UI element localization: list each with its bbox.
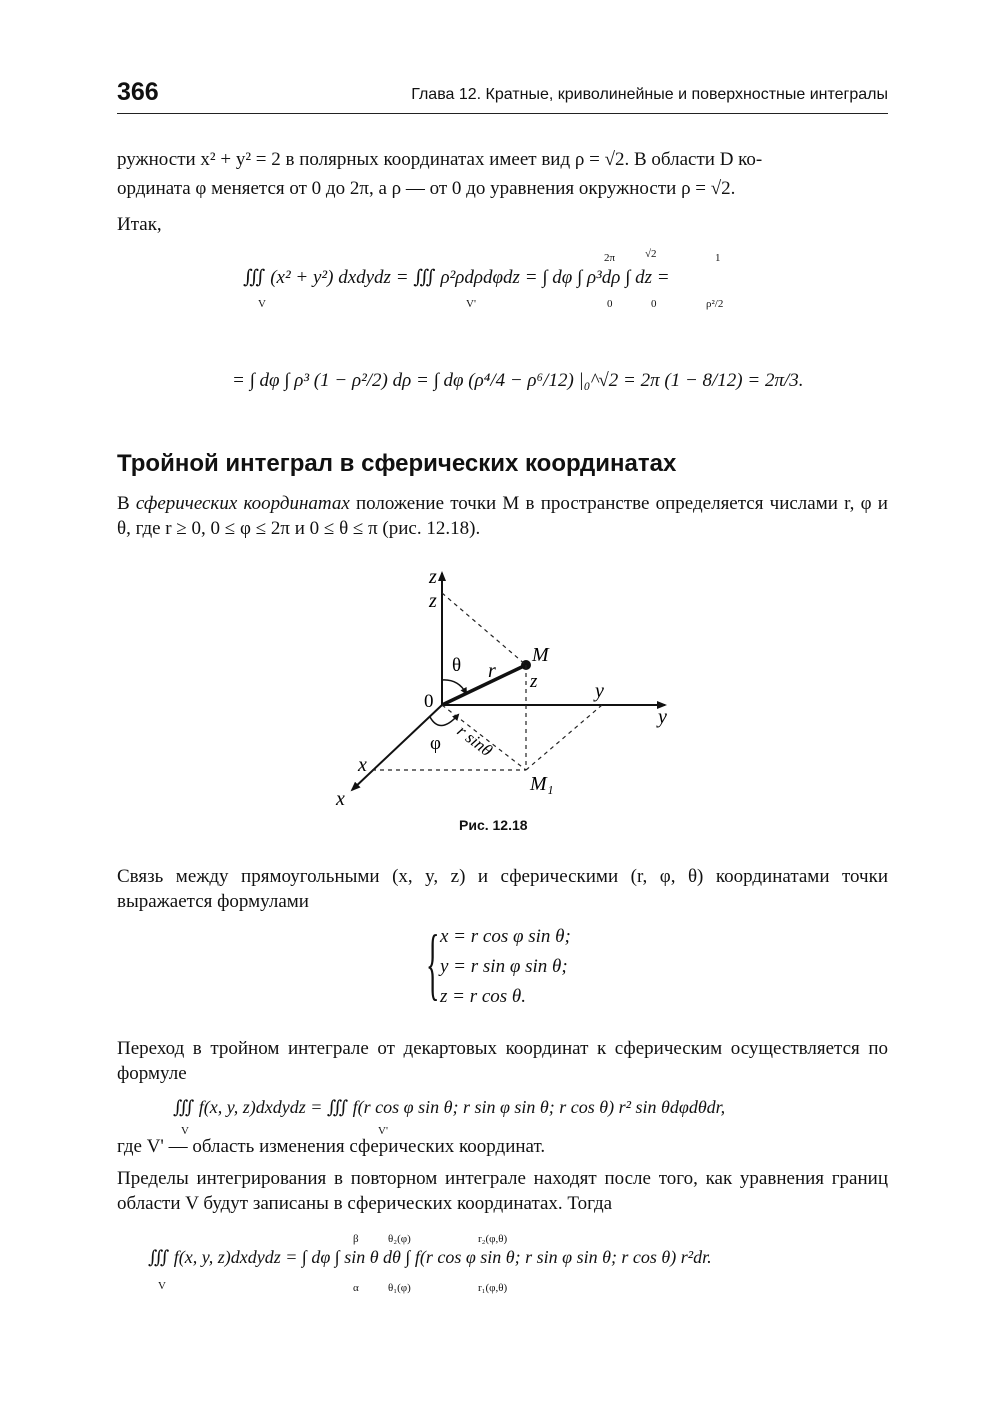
dash-y-to-m1 (526, 705, 602, 770)
label-r-sin-theta: r sinθ (453, 721, 497, 761)
label-r: r (488, 660, 496, 682)
eq1-lim-lower-rho2: ρ²/2 (706, 298, 724, 310)
section-paragraph (117, 491, 888, 541)
label-z-near-m: z (530, 671, 538, 692)
para1-em: сферических координатах (135, 493, 350, 514)
relation-paragraph: Связь между прямоугольными (x, y, z) и сферическими (r, φ, θ) координатами точки выражается формулами (117, 866, 888, 912)
figure-caption: Рис. 12.18 (459, 817, 528, 833)
limits-formula: ∭ f(x, y, z)dxdydz = ∫ dφ ∫ sin θ dθ ∫ f(r cos φ sin θ; r sin φ sin θ; r cos θ) r²dr. (148, 1247, 712, 1267)
limits-theta1: θ₁(φ) (388, 1282, 411, 1294)
equation-2: = ∫ dφ ∫ ρ³ (1 − ρ²/2) dρ = ∫ dφ (ρ⁴/4 − ρ⁶/12) |₀^√2 = 2π (1 − 8/12) = 2π/3. (232, 370, 804, 391)
limits-paragraph: Пределы интегрирования в повторном интеграле находят после того, как уравнения границ области V будут записаны в сферических координатах. Тогда (117, 1168, 888, 1214)
label-x-tick: x (358, 754, 367, 776)
limits-beta: β (353, 1233, 359, 1245)
label-origin: 0 (424, 691, 434, 712)
eq1-lim-upper-1: 1 (715, 252, 721, 264)
equation-1: ∭ (x² + y²) dxdydz = ∭ ρ²ρdρdφdz = ∫ dφ ∫ ρ³dρ ∫ dz = (243, 267, 670, 288)
limits-theta2: θ₂(φ) (388, 1233, 411, 1245)
eq1-region-v: V (258, 298, 266, 310)
eq1-lim-lower-0b: 0 (651, 298, 657, 310)
transition-region-v: V (181, 1125, 189, 1137)
label-x-axis: x (336, 788, 345, 810)
label-theta: θ (452, 655, 462, 676)
limits-alpha: α (353, 1282, 359, 1294)
theta-arc (442, 680, 466, 693)
system-brace: { (426, 920, 440, 1008)
limits-region-v: V (158, 1280, 166, 1292)
para1-post: положение точки M в пространстве определяется числами r, φ и θ, где r ≥ 0, 0 ≤ φ ≤ 2π и 0 ≤ θ ≤ π (рис. 12.18). (117, 493, 888, 539)
eq-x: x = r cos φ sin θ; (440, 926, 571, 947)
limits-r2: r₂(φ,θ) (478, 1233, 508, 1245)
label-y-tick: y (595, 680, 604, 702)
running-head: Глава 12. Кратные, криволинейные и поверхностные интегралы (411, 86, 888, 103)
label-m1: M₁ (530, 773, 554, 795)
eq1-lim-upper-sqrt2: √2 (645, 248, 657, 260)
eq-z: z = r cos θ. (440, 986, 527, 1007)
limits-r1: r₁(φ,θ) (478, 1282, 508, 1294)
figure-spherical-coordinates (330, 565, 730, 815)
label-phi: φ (430, 733, 441, 754)
header-rule (117, 113, 888, 114)
label-y-axis: y (658, 706, 667, 728)
section-title: Тройной интеграл в сферических координатах (117, 450, 677, 477)
transition-region-vprime: V' (378, 1125, 388, 1137)
phi-arc (430, 715, 458, 726)
eq-y: y = r sin φ sin θ; (440, 956, 568, 977)
transition-paragraph: Переход в тройном интеграле от декартовых координат к сферическим осуществляется по формуле (117, 1038, 888, 1084)
label-m: M (532, 644, 549, 666)
x-axis (352, 705, 442, 790)
intro-line-1: ружности x² + y² = 2 в полярных координатах имеет вид ρ = √2. В области D ко- (117, 149, 763, 170)
itak-label: Итак, (117, 214, 162, 235)
eq1-lim-upper-2pi: 2π (604, 252, 616, 264)
eq1-lim-lower-0a: 0 (607, 298, 613, 310)
label-z-tick: z (429, 590, 437, 612)
transition-formula: ∭ f(x, y, z)dxdydz = ∭ f(r cos φ sin θ; r sin φ sin θ; r cos θ) r² sin θdφdθdr, (173, 1097, 726, 1117)
page-number: 366 (117, 78, 159, 106)
eq1-region-vprime: V' (466, 298, 476, 310)
where-line: где V' — область изменения сферических координат. (117, 1136, 546, 1157)
label-z-axis: z (429, 566, 437, 588)
intro-line-2: ордината φ меняется от 0 до 2π, а ρ — от 0 до уравнения окружности ρ = √2. (117, 178, 736, 199)
para1-pre: В (117, 493, 136, 514)
